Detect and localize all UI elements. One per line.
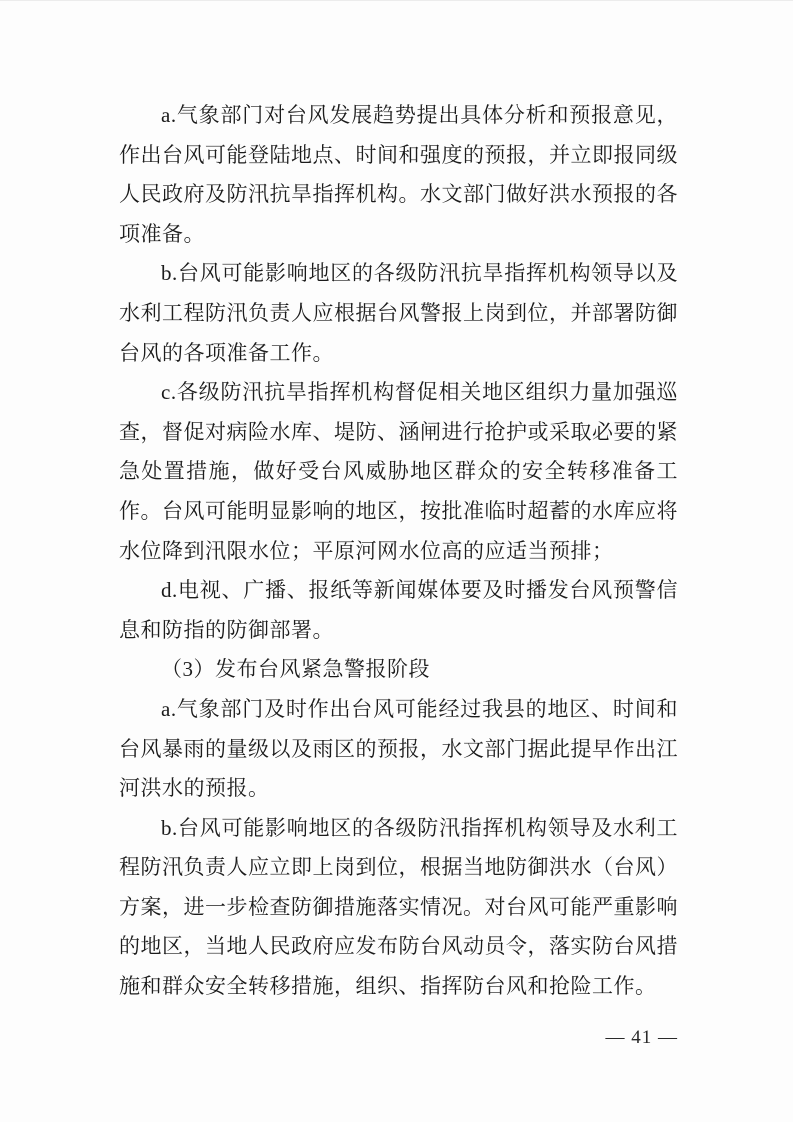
- body-paragraph: a.气象部门及时作出台风可能经过我县的地区、时间和台风暴雨的量级以及雨区的预报，水文部门据此提早作出江河洪水的预报。: [119, 696, 678, 801]
- body-paragraph: c.各级防汛抗旱指挥机构督促相关地区组织力量加强巡查，督促对病险水库、堤防、涵闸进行抢护或采取必要的紧急处置措施，做好受台风威胁地区群众的安全转移准备工作。台风可能明显影响的地区，按批准临时超蓄的水库应将水位降到汛限水位；平原河网水位高的应适当预排；: [119, 380, 678, 563]
- document-content: [119, 96, 678, 1007]
- section-heading: （3）发布台风紧急警报阶段: [161, 657, 430, 682]
- body-paragraph: a.气象部门对台风发展趋势提出具体分析和预报意见，作出台风可能登陆地点、时间和强度的预报，并立即报同级人民政府及防汛抗旱指挥机构。水文部门做好洪水预报的各项准备。: [119, 103, 678, 246]
- body-paragraph: b.台风可能影响地区的各级防汛指挥机构领导及水利工程防汛负责人应立即上岗到位，根据当地防御洪水（台风）方案，进一步检查防御措施落实情况。对台风可能严重影响的地区，当地人民政府应发布防台风动员令，落实防台风措施和群众安全转移措施，组织、指挥防台风和抢险工作。: [119, 815, 678, 999]
- body-paragraph: d.电视、广播、报纸等新闻媒体要及时播发台风预警信息和防指的防御部署。: [119, 578, 678, 642]
- page-number: — 41 —: [605, 1027, 678, 1048]
- body-paragraph: b.台风可能影响地区的各级防汛抗旱指挥机构领导以及水利工程防汛负责人应根据台风警报上岗到位，并部署防御台风的各项准备工作。: [119, 261, 678, 365]
